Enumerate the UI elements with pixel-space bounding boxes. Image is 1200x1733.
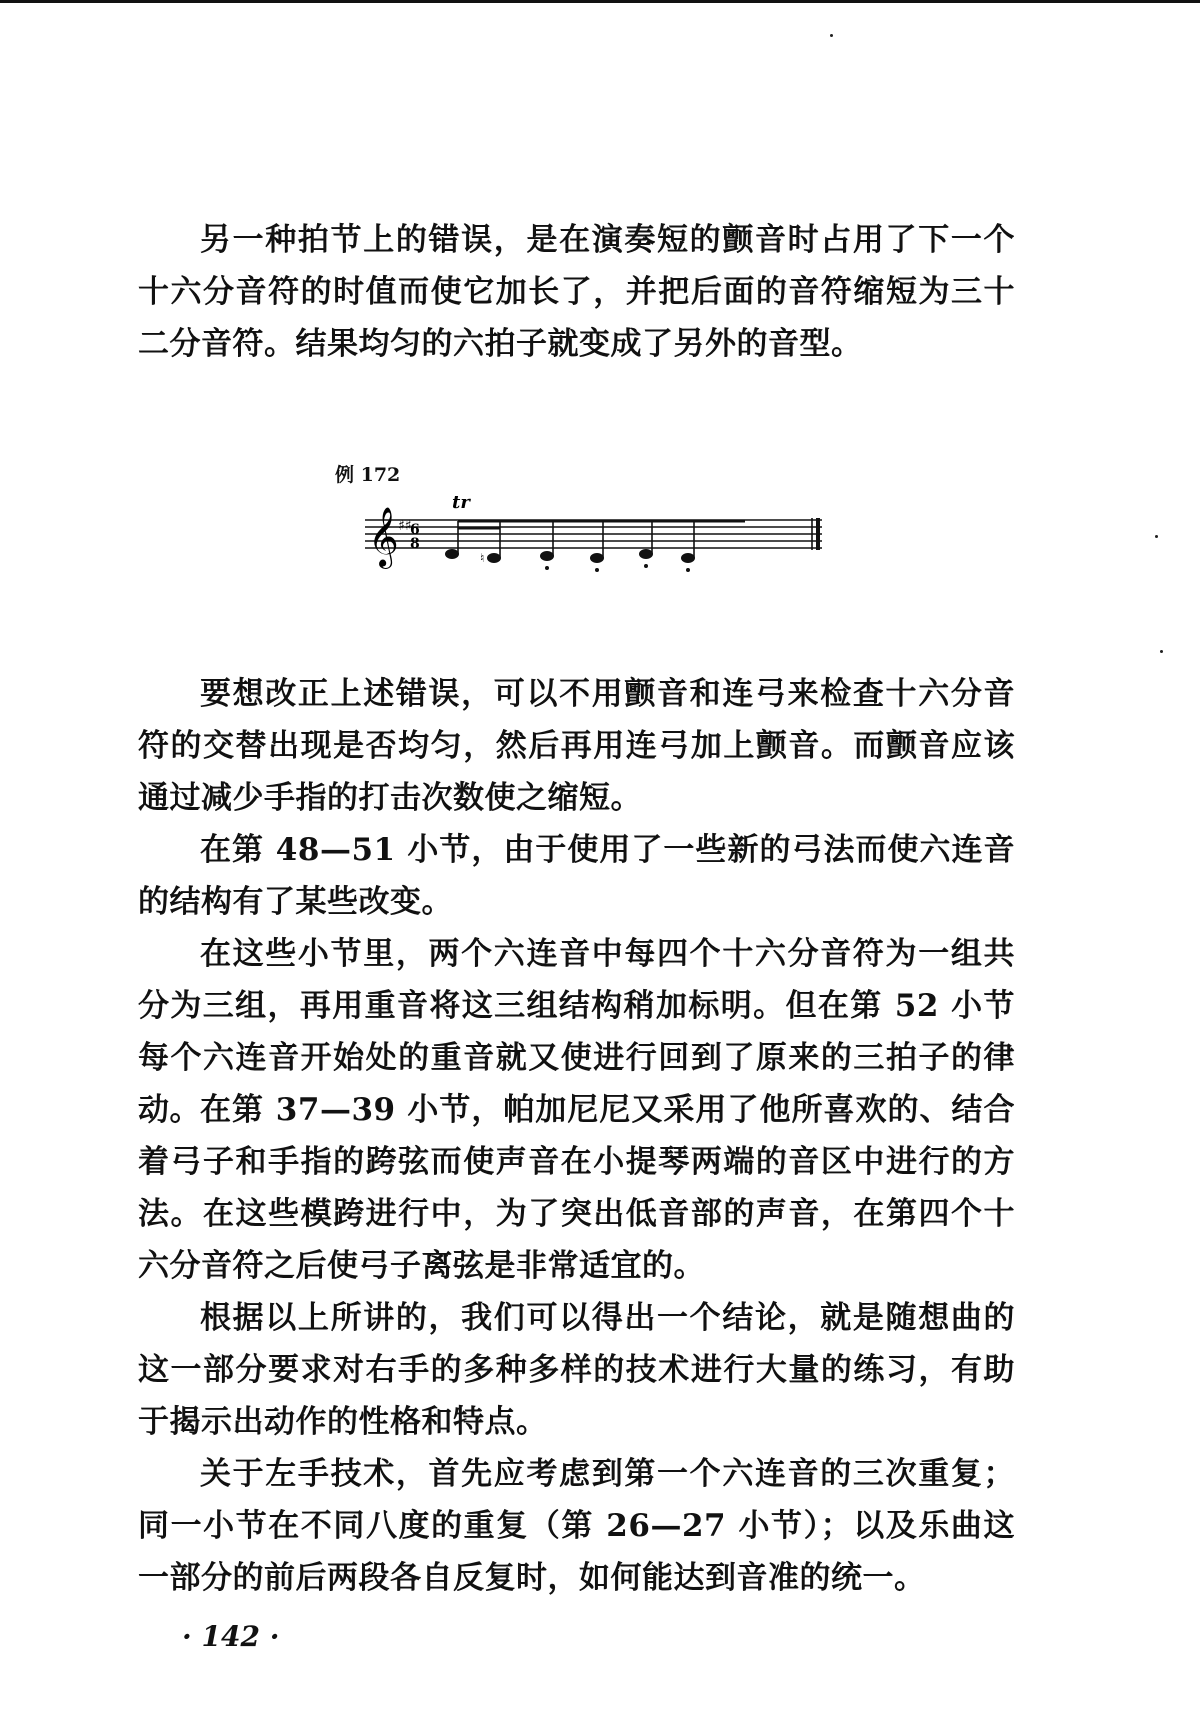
top-border	[0, 0, 1200, 3]
scan-speck	[1155, 535, 1158, 538]
music-example-staff	[360, 490, 830, 580]
scan-speck	[830, 34, 833, 37]
staff-lines	[365, 520, 822, 548]
paragraph-2: 要想改正上述错误，可以不用颤音和连弓来检查十六分音符的交替出现是否均匀，然后再用连弓加上颤音。而颤音应该通过减少手指的打击次数使之缩短。	[138, 676, 1015, 816]
key-signature: ♯♯	[398, 518, 412, 534]
trill-mark: tr	[452, 492, 470, 513]
paragraph-3: 在第 48—51 小节，由于使用了一些新的弓法而使六连音的结构有了某些改变。	[138, 832, 1015, 920]
time-signature-bottom: 8	[410, 536, 420, 552]
natural-sign: ♮	[480, 551, 485, 565]
paragraph-7: 关于左手技术，首先应考虑到第一个六连音的三次重复；同一小节在不同八度的重复（第 26—27 小节）；以及乐曲这一部分的前后两段各自反复时，如何能达到音准的统一。	[138, 1456, 1015, 1596]
paragraph-5: 在第 37—39 小节，帕加尼尼又采用了他所喜欢的、结合着弓子和手指的跨弦而使声音在小提琴两端的音区中进行的方法。在这些模跨进行中，为了突出低音部的声音，在第四个十六分音符之后使弓子离弦是非常适宜的。	[138, 1092, 1015, 1284]
page-number: · 142 ·	[182, 1620, 280, 1653]
example-label: 例 172	[335, 464, 401, 486]
paragraph-4: 在这些小节里，两个六连音中每四个十六分音符为一组共分为三组，再用重音将这三组结构稍加标明。但在第 52 小节每个六连音开始处的重音就又使进行回到了原来的三拍子的律动。	[138, 936, 1015, 1128]
treble-clef-icon: 𝄞	[368, 507, 399, 567]
time-signature-top: 6	[410, 522, 420, 538]
paragraph-6: 根据以上所讲的，我们可以得出一个结论，就是随想曲的这一部分要求对右手的多种多样的技术进行大量的练习，有助于揭示出动作的性格和特点。	[138, 1300, 1015, 1440]
scan-speck	[1160, 650, 1163, 653]
staccato-dots	[545, 564, 690, 572]
paragraph-1: 另一种拍节上的错误，是在演奏短的颤音时占用了下一个十六分音符的时值而使它加长了，并把后面的音符缩短为三十二分音符。结果均匀的六拍子就变成了另外的音型。	[138, 222, 1015, 362]
